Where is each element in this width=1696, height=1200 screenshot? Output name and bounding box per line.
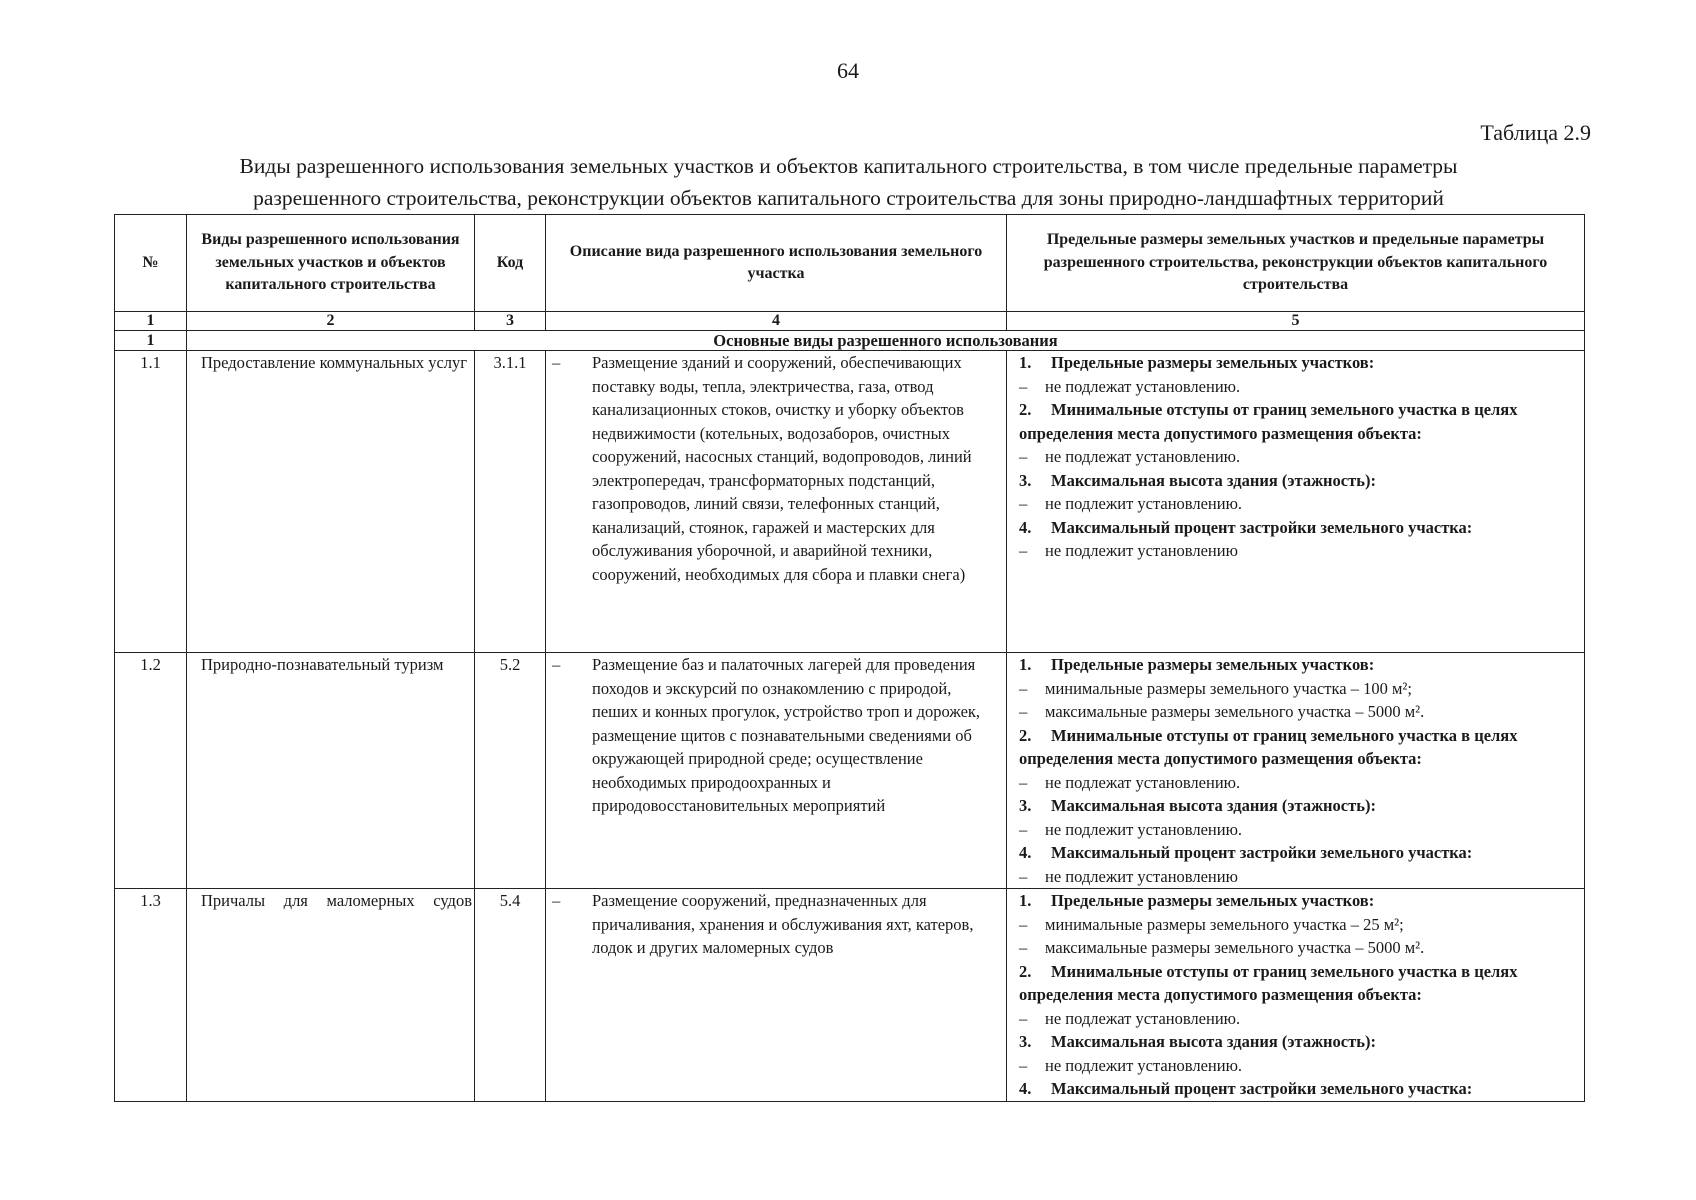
row-code: 5.2 — [475, 653, 546, 889]
row-limits — [1007, 653, 1585, 889]
section-title: Основные виды разрешенного использования — [187, 331, 1585, 351]
row-limits — [1007, 889, 1585, 1102]
table-row — [115, 653, 1585, 889]
limit-heading: 4. Максимальный процент застройки земельного участка: — [1019, 1079, 1473, 1098]
row-number: 1.1 — [115, 351, 187, 653]
limit-item: – максимальные размеры земельного участка – 5000 м². — [1019, 702, 1425, 721]
row-description — [546, 653, 1007, 889]
row-use-name — [187, 889, 475, 1102]
limit-item: – минимальные размеры земельного участка – 100 м²; — [1019, 678, 1412, 698]
limit-item: – не подлежат установлению. — [1019, 1008, 1241, 1028]
row-description — [546, 351, 1007, 653]
limit-item: – не подлежат установлению. — [1019, 772, 1241, 792]
limit-heading: 4. Максимальный процент застройки земельного участка: — [1019, 843, 1473, 862]
limit-heading: 2. Минимальные отступы от границ земельного участка в целях определения места допустимого размещения объекта: — [1019, 400, 1518, 443]
table-row — [115, 889, 1585, 1102]
row-use-name-text: Причалы для маломерных судов — [201, 891, 472, 910]
row-description — [546, 889, 1007, 1102]
row-code: 3.1.1 — [475, 351, 546, 653]
section-row — [115, 331, 1585, 351]
column-numbers-row — [115, 312, 1585, 331]
section-number: 1 — [115, 331, 187, 351]
limit-item: – не подлежит установлению — [1019, 866, 1238, 886]
column-number: 4 — [546, 312, 1007, 331]
limit-item: – не подлежит установлению — [1019, 541, 1238, 560]
header-limits: Предельные размеры земельных участков и предельные параметры разрешенного строительства, реконструкции объектов капитального строительства — [1007, 215, 1585, 312]
column-number: 5 — [1007, 312, 1585, 331]
limit-heading: 1. Предельные размеры земельных участков: — [1019, 655, 1375, 674]
table-row — [115, 351, 1585, 653]
description-dash: – — [552, 655, 561, 674]
limit-heading: 1. Предельные размеры земельных участков: — [1019, 353, 1375, 372]
limit-item: – не подлежит установлению. — [1019, 819, 1243, 839]
header-row — [115, 215, 1585, 312]
limit-item: – не подлежат установлению. — [1019, 447, 1241, 466]
description-dash: – — [552, 891, 561, 910]
limit-heading: 3. Максимальная высота здания (этажность): — [1019, 1032, 1376, 1051]
limit-heading: 3. Максимальная высота здания (этажность): — [1019, 470, 1376, 490]
limit-item: – максимальные размеры земельного участка – 5000 м². — [1019, 938, 1425, 957]
row-use-name: Природно-познавательный туризм — [187, 653, 475, 889]
description-text: Размещение баз и палаточных лагерей для проведения походов и экскурсий по ознакомлению с природой, пеших и конных прогулок, устройство троп и дорожек, размещение щитов с познавательными сведениями об окружающей природной среде; осуществление необходимых природоохранных и природовосстановительных мероприятий — [592, 655, 981, 815]
row-code: 5.4 — [475, 889, 546, 1102]
table-id: Таблица 2.9 — [1480, 120, 1591, 145]
column-number: 3 — [475, 312, 546, 331]
row-use-name: Предоставление коммунальных услуг — [187, 351, 475, 653]
limit-item: – не подлежит установлению. — [1019, 494, 1243, 513]
column-number: 2 — [187, 312, 475, 331]
limit-heading: 3. Максимальная высота здания (этажность): — [1019, 796, 1376, 815]
caption-line-2: разрешенного строительства, реконструкции объектов капитального строительства для зоны природно-ландшафтных территорий — [253, 186, 1444, 210]
table-caption — [118, 150, 1579, 214]
header-name: Виды разрешенного использования земельных участков и объектов капитального строительства — [187, 215, 475, 312]
limit-heading: 2. Минимальные отступы от границ земельного участка в целях определения места допустимого размещения объекта: — [1019, 725, 1518, 768]
row-limits — [1007, 351, 1585, 653]
limit-item: – не подлежит установлению. — [1019, 1055, 1243, 1075]
row-number: 1.3 — [115, 889, 187, 1102]
page-number: 64 — [837, 58, 859, 83]
limit-heading: 4. Максимальный процент застройки земельного участка: — [1019, 517, 1473, 537]
header-no: № — [115, 215, 187, 312]
column-number: 1 — [115, 312, 187, 331]
limit-item: – не подлежат установлению. — [1019, 376, 1241, 396]
description-text: Размещение зданий и сооружений, обеспечивающих поставку воды, тепла, электричества, газа, отвод канализационных стоков, очистку и уборку объектов недвижимости (котельных, водозаборов, очистных сооружений, насосных станций, водопроводов, линий электропередач, трансформаторных подстанций, газопроводов, линий связи, телефонных станций, канализаций, стоянок, гаражей и мастерских для обслуживания уборочной, и аварийной техники, сооружений, необходимых для сбора и плавки снега) — [592, 353, 972, 584]
caption-line-1: Виды разрешенного использования земельных участков и объектов капитального строительства, в том числе предельные параметры — [239, 154, 1458, 178]
limit-heading: 2. Минимальные отступы от границ земельного участка в целях определения места допустимого размещения объекта: — [1019, 961, 1518, 1004]
description-text: Размещение сооружений, предназначенных для причаливания, хранения и обслуживания яхт, катеров, лодок и других маломерных судов — [592, 891, 974, 957]
limit-heading: 1. Предельные размеры земельных участков: — [1019, 891, 1375, 910]
header-description: Описание вида разрешенного использования земельного участка — [546, 215, 1007, 312]
description-dash: – — [552, 353, 561, 372]
land-use-table — [114, 214, 1585, 1102]
row-number: 1.2 — [115, 653, 187, 889]
limit-item: – минимальные размеры земельного участка – 25 м²; — [1019, 914, 1404, 934]
header-code: Код — [475, 215, 546, 312]
